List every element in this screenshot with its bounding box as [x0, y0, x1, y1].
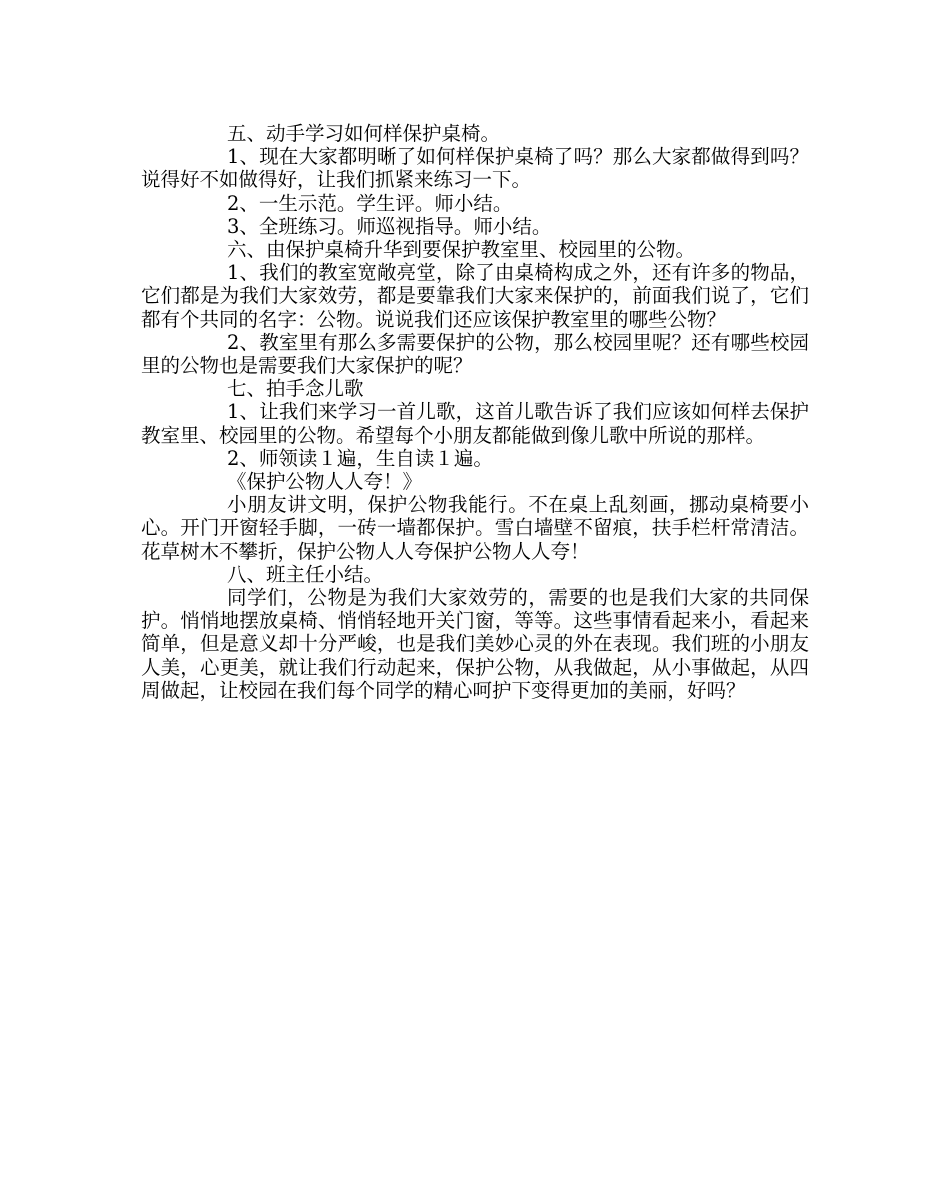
poem-title: 《保护公物人人夸！》	[227, 470, 423, 494]
section-5-item-1: 1、现在大家都明晰了如何样保护桌椅了吗？那么大家都做得到吗？说得好不如做得好，让我们抓紧来练习一下。	[141, 145, 809, 192]
section-8-heading: 八、班主任小结。	[227, 562, 384, 586]
section-8-body: 同学们，公物是为我们大家效劳的，需要的也是我们大家的共同保护。悄悄地摆放桌椅、悄悄轻地开关门窗，等等。这些事情看起来小，看起来简单，但是意义却十分严峻，也是我们美妙心灵的外在表现。我们班的小朋友人美，心更美，就让我们行动起来，保护公物，从我做起，从小事做起，从四周做起，让校园在我们每个同学的精心呵护下变得更加的美丽，好吗？	[141, 586, 809, 702]
section-5-item-3: 3、全班练习。师巡视指导。师小结。	[227, 214, 552, 238]
section-6-item-2: 2、教室里有那么多需要保护的公物，那么校园里呢？还有哪些校园里的公物也是需要我们大家保护的呢？	[141, 330, 809, 378]
section-6-item-1: 1、我们的教室宽敞亮堂，除了由桌椅构成之外，还有许多的物品，它们都是为我们大家效劳，都是要靠我们大家来保护的，前面我们说了，它们都有个共同的名字：公物。说说我们还应该保护教室里的哪些公物？	[141, 261, 809, 331]
poem-body: 小朋友讲文明，保护公物我能行。不在桌上乱刻画，挪动桌椅要小心。开门开窗轻手脚，一砖一墙都保护。雪白墙壁不留痕，扶手栏杆常清洁。花草树木不攀折，保护公物人人夸保护公物人人夸！	[141, 493, 809, 563]
section-5-heading: 五、动手学习如何样保护桌椅。	[227, 122, 501, 145]
section-7-item-2: 2、师领读１遍，生自读１遍。	[227, 446, 493, 470]
section-7-heading: 七、拍手念儿歌	[227, 377, 364, 401]
section-6-heading: 六、由保护桌椅升华到要保护教室里、校园里的公物。	[227, 238, 696, 262]
section-7-item-1: 1、让我们来学习一首儿歌，这首儿歌告诉了我们应该如何样去保护教室里、校园里的公物。希望每个小朋友都能做到像儿歌中所说的那样。	[141, 400, 809, 447]
section-5-item-2: 2、一生示范。学生评。师小结。	[227, 191, 513, 215]
document-body	[141, 122, 809, 702]
